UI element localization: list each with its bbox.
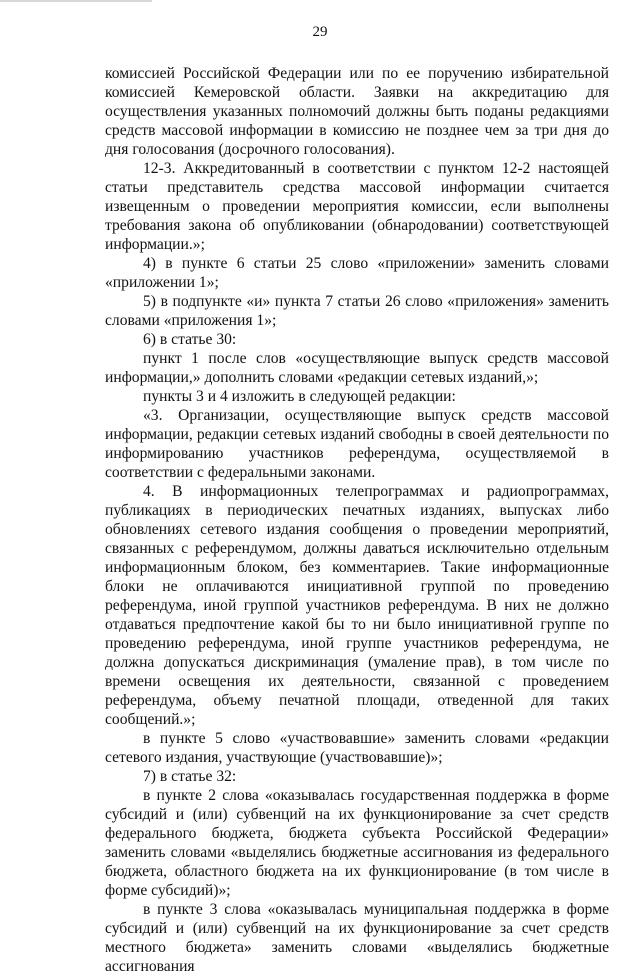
paragraph-10: в пункте 5 слово «участвовавшие» заменить словами «редакции сетевого издания, участвующие (участвовавшие)»;	[105, 730, 609, 766]
document-body	[105, 64, 609, 976]
paragraph-11: 7) в статье 32:	[143, 768, 237, 785]
paragraph-1: комиссией Российской Федерации или по ее поручению избирательной комиссией Кемеровской области. Заявки на аккредитацию для осуществления указанных полномочий должны быть поданы редакциями средств массовой информации в комиссию не позднее чем за три дня до дня голосования (досрочного голосования).	[105, 65, 609, 158]
paragraph-9: 4. В информационных телепрограммах и радиопрограммах, публикациях в периодических печатных изданиях, выпусках либо обновлениях сетевого издания сообщения о проведении мероприятий, связанных с референдумом, должны даваться исключительно отдельным информационным блоком, без комментариев. Такие информационные блоки не оплачиваются инициативной группой по проведению референдума, иной группой участников референдума. В них не должно отдаваться предпочтение какой бы то ни было инициативной группе по проведению референдума, иной группе участников референдума, не должна допускаться дискриминация (умаление прав), в том числе по времени освещения их деятельности, связанной с проведением референдума, объему печатной площади, отведенной для таких сообщений.»;	[105, 483, 609, 728]
paragraph-3: 4) в пункте 6 статьи 25 слово «приложении» заменить словами «приложении 1»;	[105, 255, 609, 291]
paragraph-7: пункты 3 и 4 изложить в следующей редакции:	[143, 388, 456, 405]
paragraph-13: в пункте 3 слова «оказывалась муниципальная поддержка в форме субсидий и (или) субвенций на их функционирование за счет средств местного бюджета» заменить словами «выделялись бюджетные ассигнования	[105, 901, 609, 975]
paragraph-2: 12-3. Аккредитованный в соответствии с пунктом 12-2 настоящей статьи представитель средства массовой информации считается извещенным о проведении мероприятия комиссии, если выполнены требования закона об опубликовании (обнародовании) соответствующей информации.»;	[105, 160, 609, 253]
page-number: 29	[312, 24, 328, 40]
paragraph-8: «3. Организации, осуществляющие выпуск средств массовой информации, редакции сетевых изданий свободны в своей деятельности по информированию участников референдума, осуществляемой в соответствии с федеральными законами.	[105, 407, 609, 481]
paragraph-12: в пункте 2 слова «оказывалась государственная поддержка в форме субсидий и (или) субвенций на их функционирование за счет средств федерального бюджета, бюджета субъекта Российской Федерации» заменить словами «выделялись бюджетные ассигнования из федерального бюджета, областного бюджета на их функционирование (в том числе в форме субсидий)»;	[105, 787, 609, 899]
paragraph-5: 6) в статье 30:	[143, 331, 237, 348]
paragraph-4: 5) в подпункте «и» пункта 7 статьи 26 слово «приложения» заменить словами «приложения 1»;	[105, 293, 609, 329]
scan-edge-line	[0, 0, 152, 2]
paragraph-6: пункт 1 после слов «осуществляющие выпуск средств массовой информации,» дополнить словами «редакции сетевых изданий,»;	[105, 350, 609, 386]
